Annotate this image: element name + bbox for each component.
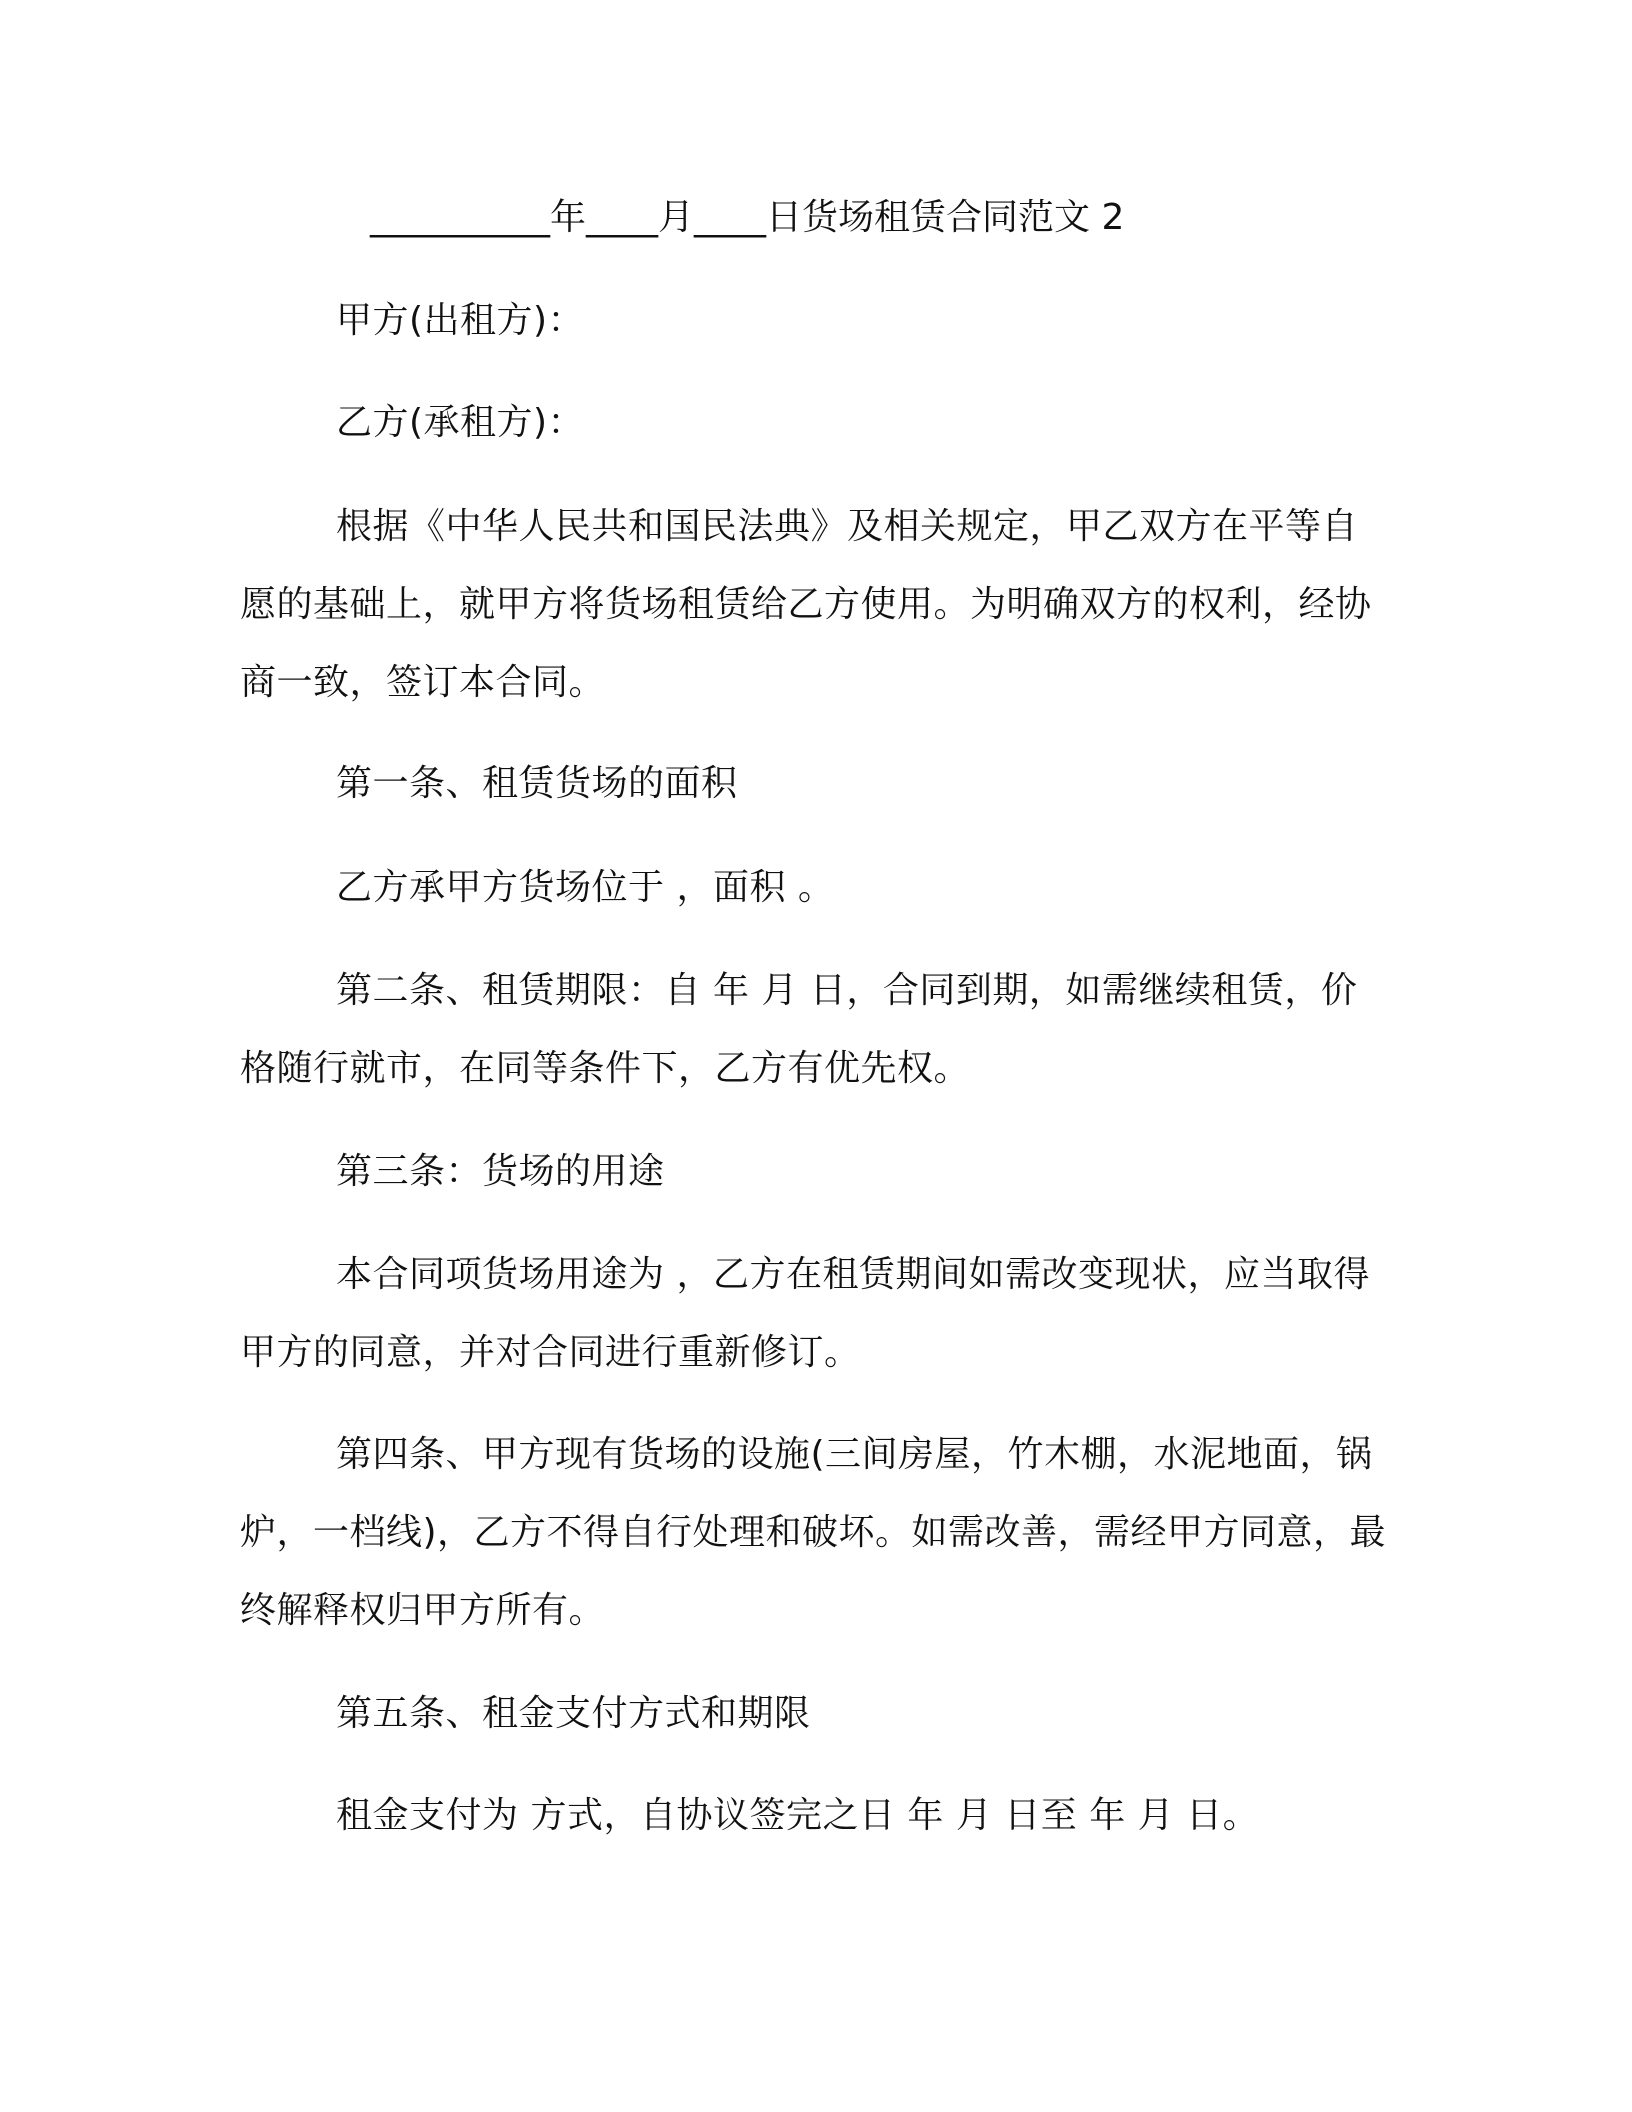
party-a-line: 甲方(出租方)： (336, 300, 585, 341)
party-b-line: 乙方(承租方)： (336, 402, 585, 443)
article-5-body: 租金支付为 方式，自协议签完之日 年 月 日至 年 月 日。 (336, 1795, 1260, 1836)
article-3-heading: 第三条：货场的用途 (336, 1151, 665, 1192)
article-2-paragraph: 第二条、租赁期限：自 年 月 日，合同到期，如需继续租赁，价格随行就市，在同等条件下，乙方有优先权。 (240, 970, 1358, 1089)
article-1-heading: 第一条、租赁货场的面积 (336, 763, 738, 804)
article-5-heading: 第五条、租金支付方式和期限 (336, 1693, 811, 1734)
article-1-body: 乙方承甲方货场位于 ，面积 。 (336, 867, 835, 908)
article-3-body: 本合同项货场用途为 ，乙方在租赁期间如需改变现状，应当取得甲方的同意，并对合同进行重新修订。 (240, 1254, 1370, 1373)
article-4-paragraph: 第四条、甲方现有货场的设施(三间房屋，竹木棚，水泥地面，锅炉，一档线)，乙方不得自行处理和破坏。如需改善，需经甲方同意，最终解释权归甲方所有。 (240, 1434, 1387, 1631)
preamble-paragraph: 根据《中华人民共和国民法典》及相关规定，甲乙双方在平等自愿的基础上，就甲方将货场租赁给乙方使用。为明确双方的权利，经协商一致，签订本合同。 (240, 506, 1372, 703)
document-title: __________年____月____日货场租赁合同范文 2 (370, 197, 1125, 238)
